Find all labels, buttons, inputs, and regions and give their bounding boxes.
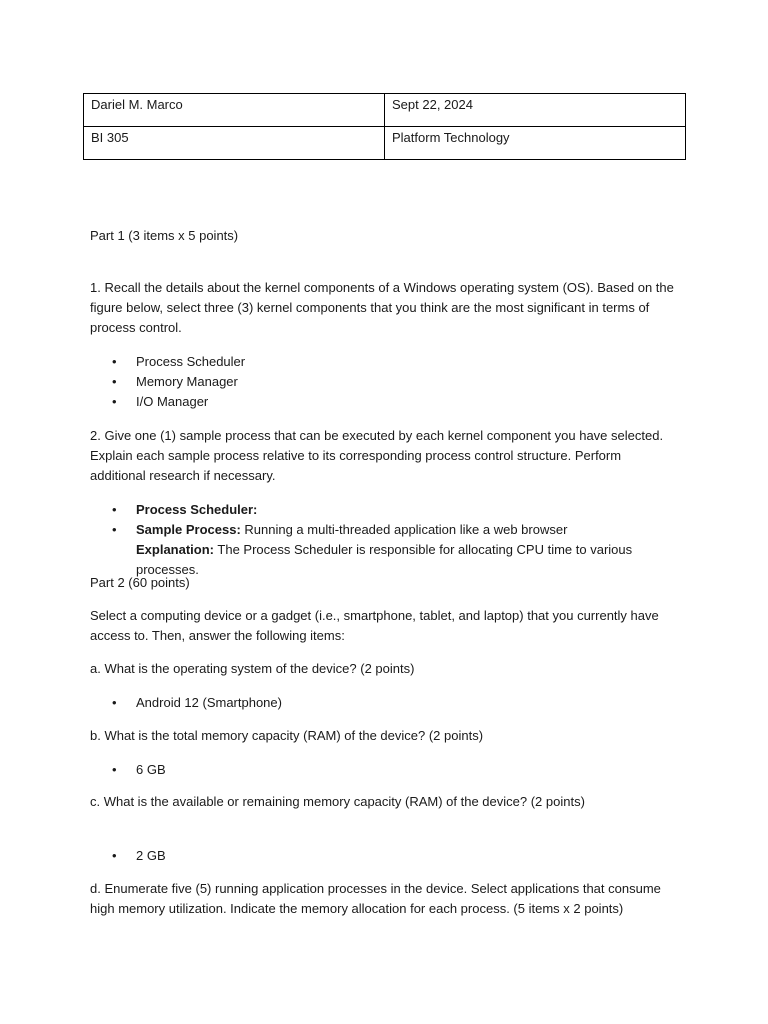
list-item: • 6 GB [90,760,680,780]
course-cell [84,127,385,160]
part1-heading: Part 1 (3 items x 5 points) [90,228,239,243]
explanation-label: Explanation: [136,542,215,557]
list-item: • 2 GB [90,846,680,866]
question-d: d. Enumerate five (5) running application processes in the device. Select applications that consume high memory utilization. Indicate the memory allocation for each process. (5 items x 2 points) [90,881,661,916]
question-a: a. What is the operating system of the device? (2 points) [90,661,415,676]
submission-date: Sept 22, 2024 [392,97,473,112]
student-name: Dariel M. Marco [91,97,183,112]
date-cell [385,94,686,127]
course-code: BI 305 [91,130,129,145]
question-2-answer [90,500,680,580]
sample-process-label: Sample Process: [136,522,241,537]
question-a-answer [90,693,680,713]
subject-name: Platform Technology [392,130,510,145]
question-c-answer [90,846,680,866]
part2-intro: Select a computing device or a gadget (i.e., smartphone, tablet, and laptop) that you currently have access to. Then, answer the following items: [90,608,659,643]
list-item: • I/O Manager [90,392,680,412]
student-name-cell [84,94,385,127]
table-row [84,127,686,160]
list-item: • Memory Manager [90,372,680,392]
subject-cell [385,127,686,160]
list-item: • Android 12 (Smartphone) [90,693,680,713]
table-row [84,94,686,127]
component-label: Process Scheduler: [136,502,258,517]
question-1-answers [90,352,680,412]
question-c: c. What is the available or remaining memory capacity (RAM) of the device? (2 points) [90,794,585,809]
sample-process-text: Running a multi-threaded application like a web browser [240,522,568,537]
part2-heading: Part 2 (60 points) [90,575,190,590]
question-1: 1. Recall the details about the kernel components of a Windows operating system (OS). Based on the figure below, select three (3) kernel components that you think are the most significant in terms of process control. [90,280,674,335]
explanation-text: The Process Scheduler is responsible for allocating CPU time to various processes. [136,542,633,577]
question-2: 2. Give one (1) sample process that can be executed by each kernel component you have selected. Explain each sample process relative to its corresponding process control structure. Perform additional research if necessary. [90,428,664,483]
list-item [90,500,680,520]
question-b-answer [90,760,680,780]
list-item [90,520,680,540]
header-table [83,93,686,160]
list-item: • Process Scheduler [90,352,680,372]
question-b: b. What is the total memory capacity (RAM) of the device? (2 points) [90,728,484,743]
